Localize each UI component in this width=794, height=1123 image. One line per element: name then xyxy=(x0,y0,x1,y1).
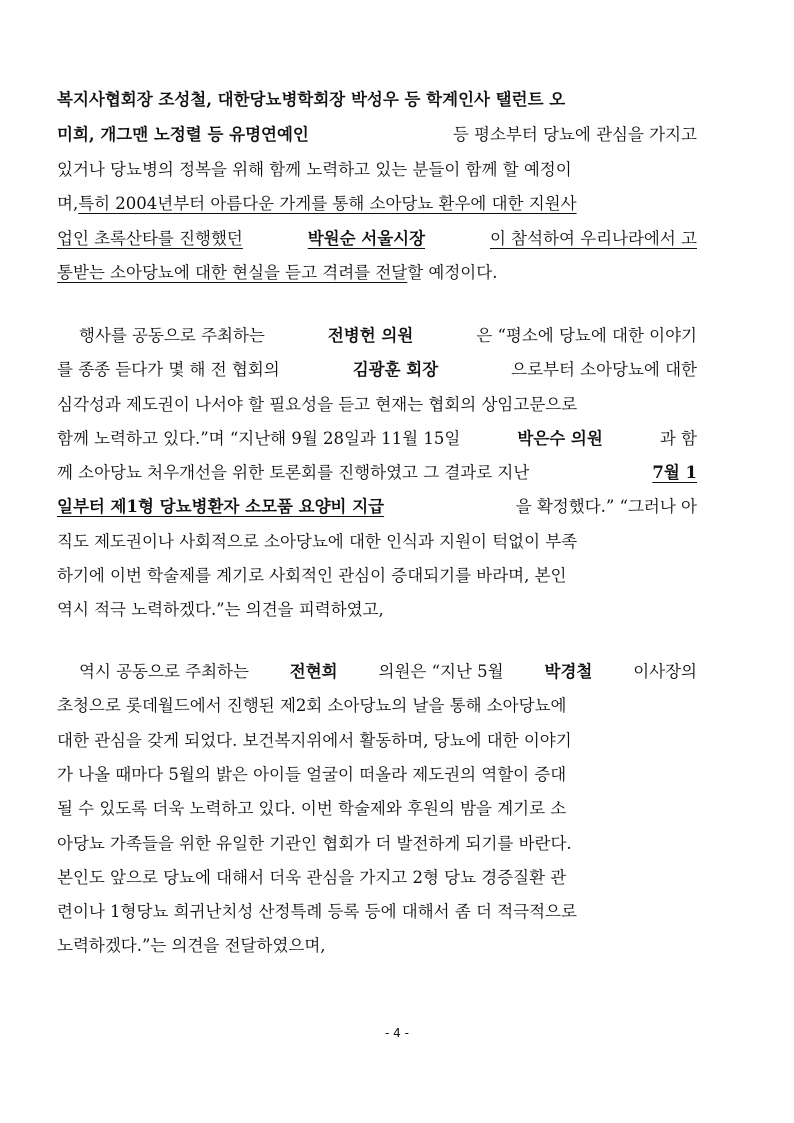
text-run: 으로부터 소아당뇨에 대한 xyxy=(511,360,697,379)
text-line xyxy=(57,191,697,217)
text-run: 직도 제도권이나 사회적으로 소아당뇨에 대한 인식과 지원이 턱없이 부족 xyxy=(57,532,578,551)
text-run: 행사를 공동으로 주최하는 xyxy=(79,326,265,345)
text-run: 가 나올 때마다 5월의 밝은 아이들 얼굴이 떠올라 제도권의 역할이 증대 xyxy=(57,765,567,784)
text-run: 이사장의 xyxy=(633,662,697,681)
text-line xyxy=(57,693,697,719)
text-run: 역시 적극 노력하겠다.”는 의견을 피력하였고, xyxy=(57,600,384,619)
text-run: 를 종종 듣다가 몇 해 전 협회의 xyxy=(57,360,280,379)
bold-text: 미희, 개그맨 노정렬 등 유명연예인 xyxy=(57,125,309,144)
text-run: 본인도 앞으로 당뇨에 대해서 더욱 관심을 가지고 2형 당뇨 경증질환 관 xyxy=(57,868,567,887)
text-line xyxy=(57,392,697,418)
text-run: 등 평소부터 당뇨에 관심을 가지고 xyxy=(452,125,697,144)
text-run: 하기에 이번 학술제를 계기로 사회적인 관심이 증대되기를 바라며, 본인 xyxy=(57,566,567,585)
text-run: 련이나 1형당뇨 희귀난치성 산정특례 등록 등에 대해서 좀 더 적극적으로 xyxy=(57,902,577,921)
text-run: 대한 관심을 갖게 되었다. 보건복지위에서 활동하며, 당뇨에 대한 이야기 xyxy=(57,731,572,750)
text-line xyxy=(57,460,697,486)
text-run: 할 예정이다. xyxy=(407,263,498,282)
text-line xyxy=(57,357,697,383)
text-line xyxy=(57,728,697,754)
bold-name: 박경철 xyxy=(544,662,593,681)
text-line xyxy=(57,529,697,555)
text-line xyxy=(57,796,697,822)
bold-underlined-text: 7월 1 xyxy=(652,463,697,482)
text-line xyxy=(57,563,697,589)
text-line xyxy=(57,597,697,623)
text-line xyxy=(57,226,697,252)
bold-name: 전병헌 의원 xyxy=(327,326,414,345)
text-run: 초청으로 롯데월드에서 진행된 제2회 소아당뇨의 날을 통해 소아당뇨에 xyxy=(57,696,567,715)
text-line xyxy=(57,157,697,183)
text-line xyxy=(57,831,697,857)
underlined-text: 업인 초록산타를 진행했던 xyxy=(57,229,243,248)
underlined-text: 이 참석하여 우리나라에서 고 xyxy=(489,229,697,248)
text-line xyxy=(79,659,697,685)
text-run: 될 수 있도록 더욱 노력하고 있다. 이번 학술제와 후원의 밤을 계기로 소 xyxy=(57,799,567,818)
bold-name: 박원순 서울시장 xyxy=(307,229,426,248)
text-line xyxy=(79,323,697,349)
text-line xyxy=(57,260,697,286)
text-run: 있거나 당뇨병의 정복을 위해 함께 노력하고 있는 분들이 함께 할 예정이 xyxy=(57,160,572,179)
text-line xyxy=(57,426,697,452)
text-run: 을 확정했다.” “그러나 아 xyxy=(515,497,697,516)
text-run: 의원은 “지난 5월 xyxy=(378,662,504,681)
bold-text: 복지사협회장 조성철, 대한당뇨병학회장 박성우 등 학계인사 탤런트 오 xyxy=(57,90,566,109)
text-line xyxy=(57,865,697,891)
text-run: 역시 공동으로 주최하는 xyxy=(79,662,249,681)
text-run: 심각성과 제도권이 나서야 할 필요성을 듣고 현재는 협회의 상임고문으로 xyxy=(57,395,578,414)
text-run: 함께 노력하고 있다.”며 “지난해 9월 28일과 11월 15일 xyxy=(57,429,461,448)
bold-name: 박은수 의원 xyxy=(517,429,603,448)
text-run: 며, xyxy=(57,194,79,213)
text-run: 께 소아당뇨 처우개선을 위한 토론회를 진행하였고 그 결과로 지난 xyxy=(57,463,530,482)
text-line xyxy=(57,933,697,959)
text-line xyxy=(57,762,697,788)
underlined-text: 통받는 소아당뇨에 대한 현실을 듣고 격려를 전달 xyxy=(57,263,408,282)
text-run: 은 “평소에 당뇨에 대한 이야기 xyxy=(476,326,697,345)
bold-name: 김광훈 회장 xyxy=(352,360,439,379)
text-line xyxy=(57,87,697,113)
text-line xyxy=(57,494,697,520)
text-run: 노력하겠다.”는 의견을 전달하였으며, xyxy=(57,936,326,955)
page-number: - 4 - xyxy=(385,1026,409,1040)
text-line xyxy=(57,899,697,925)
text-run: 과 함 xyxy=(659,429,697,448)
bold-name: 전현희 xyxy=(289,662,338,681)
underlined-text: 특히 2004년부터 아름다운 가게를 통해 소아당뇨 환우에 대한 지원사 xyxy=(78,194,577,213)
bold-underlined-text: 일부터 제1형 당뇨병환자 소모품 요양비 지급 xyxy=(57,497,385,516)
text-line xyxy=(57,122,697,148)
text-run: 아당뇨 가족들을 위한 유일한 기관인 협회가 더 발전하게 되기를 바란다. xyxy=(57,834,572,853)
